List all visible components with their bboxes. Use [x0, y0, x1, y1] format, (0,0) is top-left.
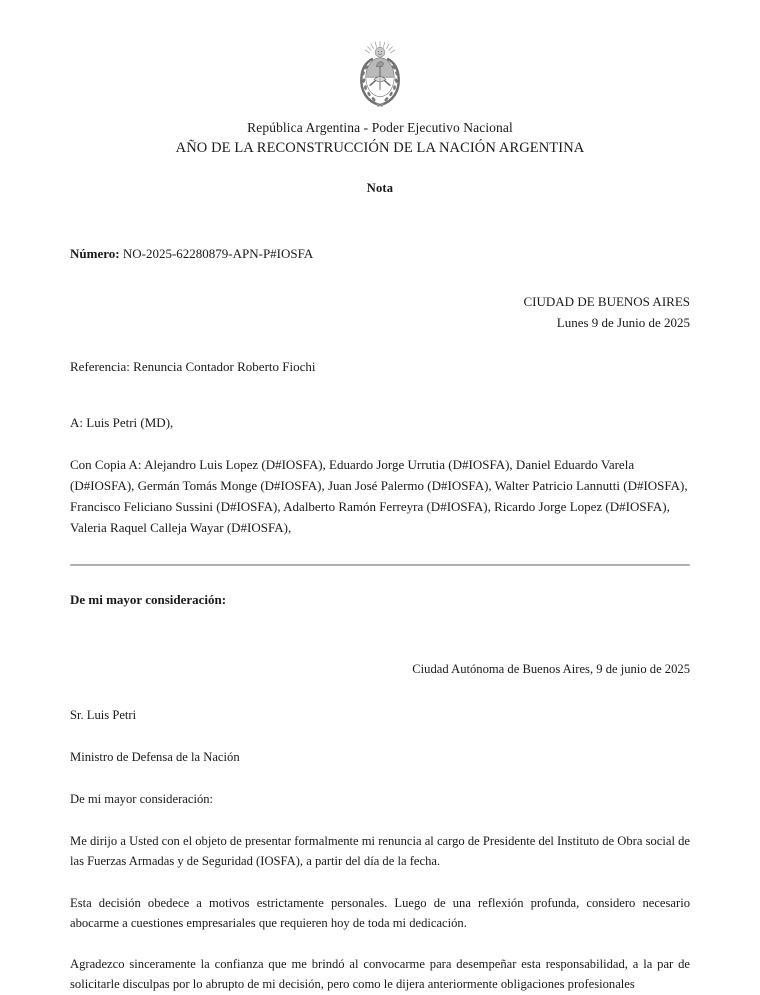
crest-container	[70, 0, 690, 112]
place-text: CIUDAD DE BUENOS AIRES	[523, 294, 690, 310]
letter-greeting: De mi mayor consideración:	[70, 792, 214, 807]
recipient-value: Luis Petri (MD),	[86, 414, 174, 430]
recipient-label: A:	[70, 414, 83, 430]
numero-field	[70, 244, 690, 264]
letter-paragraph-1: Me dirijo a Usted con el objeto de presentar formalmente mi renuncia al cargo de Presidente del Instituto de Obra social de las Fuerzas Armadas y de Seguridad (IOSFA), a partir del día de la fecha.	[70, 833, 690, 868]
referencia-label: Referencia:	[70, 359, 130, 375]
carbon-copy-field	[70, 454, 690, 538]
date-text: Lunes 9 de Junio de 2025	[556, 315, 690, 331]
numero-value: NO-2025-62280879-APN-P#IOSFA	[122, 245, 314, 261]
letter-recipient-name: Sr. Luis Petri	[70, 708, 137, 723]
organization-line-2: AÑO DE LA RECONSTRUCCIÓN DE LA NACIÓN ARGENTINA	[175, 139, 585, 156]
place-date-block	[70, 291, 690, 333]
section-divider	[70, 564, 690, 566]
embedded-letter	[70, 660, 690, 995]
document-type-title: Nota	[366, 180, 394, 195]
recipient-field	[70, 413, 690, 433]
organization-header	[70, 118, 690, 159]
referencia-value: Renuncia Contador Roberto Fiochi	[133, 359, 316, 375]
argentina-coat-of-arms-icon	[351, 40, 409, 112]
numero-label: Número:	[70, 245, 120, 261]
organization-line-1: República Argentina - Poder Ejecutivo Nacional	[247, 120, 513, 135]
carbon-copy-value: Alejandro Luis Lopez (D#IOSFA), Eduardo Jorge Urrutia (D#IOSFA), Daniel Eduardo Varela (D#IOSFA), Germán Tomás Monge (D#IOSFA), Juan José Palermo (D#IOSFA), Walter Patricio Lannutti (D#IOSFA), Francisco Feliciano Sussini (D#IOSFA), Adalberto Ramón Ferreyra (D#IOSFA), Ricardo Jorge Lopez (D#IOSFA), Valeria Raquel Calleja Wayar (D#IOSFA),	[70, 457, 688, 536]
referencia-field	[70, 357, 690, 377]
letter-date-line: Ciudad Autónoma de Buenos Aires, 9 de junio de 2025	[412, 662, 690, 677]
letter-recipient-title: Ministro de Defensa de la Nación	[70, 750, 240, 765]
outer-greeting: De mi mayor consideración:	[70, 592, 227, 608]
letter-paragraph-2: Esta decisión obedece a motivos estrictamente personales. Luego de una reflexión profunda, considero necesario abocarme a cuestiones empresariales que requieren hoy de toda mi dedicación.	[70, 895, 690, 930]
letter-paragraph-3: Agradezco sinceramente la confianza que me brindó al convocarme para desempeñar esta responsabilidad, a la par de solicitarle disculpas por lo abrupto de mi decisión, pero como le dijera anteriormente obligaciones profesionales	[70, 957, 690, 992]
carbon-copy-label: Con Copia A:	[70, 457, 142, 473]
